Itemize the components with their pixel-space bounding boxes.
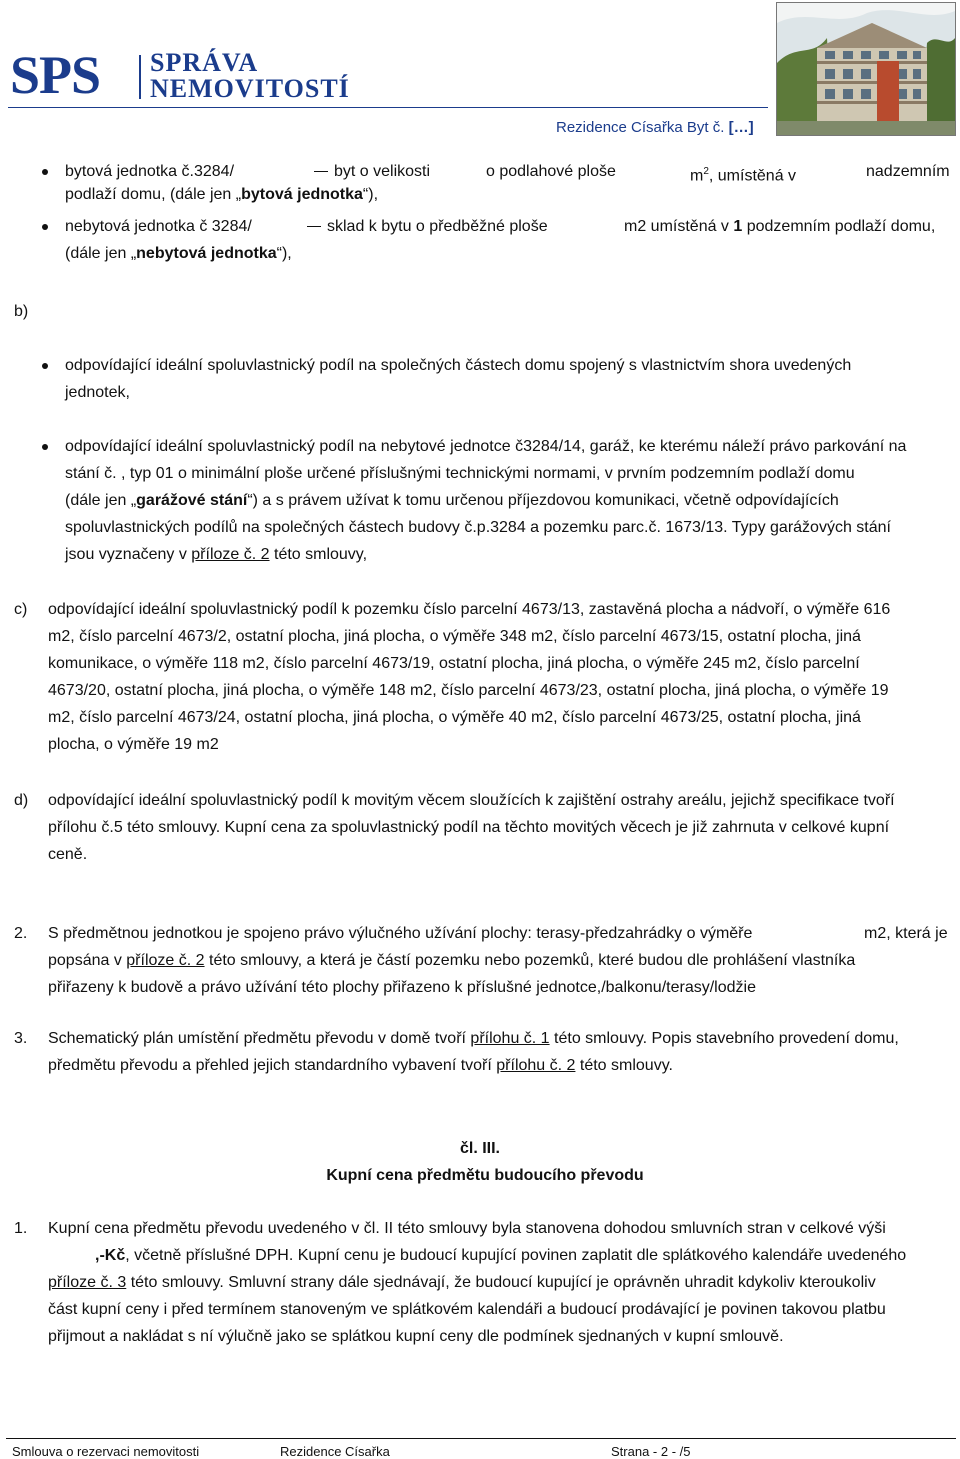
logo-abbr: SPS bbox=[10, 45, 101, 105]
section-c-line6: plocha, o výměře 19 m2 bbox=[48, 736, 219, 753]
item-2-line1a: S předmětnou jednotkou je spojeno právo výlučného užívání plochy: terasy-předzahrádky o výměře bbox=[48, 925, 753, 942]
header-subtitle: Rezidence Císařka Byt č. […] bbox=[556, 119, 754, 136]
logo-line-2: NEMOVITOSTÍ bbox=[150, 74, 350, 103]
item-3-label: 3. bbox=[14, 1030, 28, 1047]
section-d-line3: ceně. bbox=[48, 846, 88, 863]
section-c-line1: odpovídající ideální spoluvlastnický podíl k pozemku číslo parcelní 4673/13, zastavěná plocha a nádvoří, o výměře 616 bbox=[48, 601, 891, 618]
priloha-2-link[interactable]: příloze č. 2 bbox=[191, 546, 270, 563]
art-item-1-line3: příloze č. 3 této smlouvy. Smluvní strany dále sjednávají, že budoucí kupující je oprávněn uhradit kdykoliv kteroukoliv bbox=[48, 1274, 876, 1291]
art-item-1-line4: část kupní ceny i před termínem stanoveným ve splátkovém kalendáři a budoucí prodávající je povinen takovou platbu bbox=[48, 1301, 886, 1318]
bullet-dot bbox=[42, 363, 48, 369]
section-c-line5: m2, číslo parcelní 4673/24, ostatní plocha, jiná plocha, o výměře 40 m2, číslo parcelní 4673/25, ostatní plocha, jiná bbox=[48, 709, 861, 726]
section-b-label: b) bbox=[14, 303, 29, 320]
art-item-1-label: 1. bbox=[14, 1220, 28, 1237]
bullet-nebyt-line1: nebytová jednotka č 3284/ bbox=[65, 218, 252, 235]
bullet-byt-floor: nadzemním bbox=[866, 163, 950, 180]
section-b-p2-line5: jsou vyznačeny v příloze č. 2 této smlouvy, bbox=[65, 546, 368, 563]
footer-left: Smlouva o rezervaci nemovitosti bbox=[12, 1444, 200, 1459]
art-item-1-line1: Kupní cena předmětu převodu uvedeného v čl. II této smlouvy byla stanovena dohodou smluvních stran v celkové výši bbox=[48, 1220, 886, 1237]
section-d-label: d) bbox=[14, 792, 29, 809]
bullet-byt-line1: bytová jednotka č.3284/ bbox=[65, 163, 235, 180]
footer-page: Strana - 2 - /5 bbox=[611, 1444, 691, 1459]
bullet-dot bbox=[42, 444, 48, 450]
logo-line-1: SPRÁVA bbox=[150, 48, 259, 77]
section-b-p2-line1: odpovídající ideální spoluvlastnický podíl na nebytové jednotce č3284/14, garáž, ke kterému náleží právo parkování na bbox=[65, 438, 907, 455]
bullet-nebyt-location: m2 umístěná v 1 podzemním podlaží domu, bbox=[624, 218, 936, 235]
section-b-p2-line2: stání č. , typ 01 o minimální ploše určené příslušnými technickými normami, v prvním podzemním podlaží domu bbox=[65, 465, 855, 482]
priloha-2-link[interactable]: příloze č. 2 bbox=[126, 952, 205, 969]
footer-rule bbox=[6, 1438, 956, 1439]
priloha-2-link[interactable]: přílohu č. 2 bbox=[496, 1057, 576, 1074]
bullet-byt-area: o podlahové ploše bbox=[486, 163, 616, 180]
priloha-3-link[interactable]: příloze č. 3 bbox=[48, 1274, 127, 1291]
building-photo bbox=[776, 2, 956, 136]
item-2-line3: přiřazeny k budově a právo užívání této plochy přiřazeno k příslušné jednotce,/balkonu/terasy/lodžie bbox=[48, 979, 756, 996]
item-3-line1: Schematický plán umístění předmětu převodu v domě tvoří přílohu č. 1 této smlouvy. Popis stavebního provedení domu, bbox=[48, 1030, 899, 1047]
section-b-p2-line3: (dále jen „garážové stání“) a s právem užívat k tomu určenou příjezdovou komunikaci, včetně odpovídajících bbox=[65, 492, 839, 509]
bullet-nebyt-line2: (dále jen „nebytová jednotka“), bbox=[65, 245, 292, 262]
article-title: Kupní cena předmětu budoucího převodu bbox=[326, 1167, 644, 1184]
item-2-line1b: m2, která je bbox=[864, 925, 948, 942]
header-rule bbox=[8, 107, 768, 108]
bullet-byt-location: $m^2$, umístěná v bbox=[690, 166, 797, 185]
section-c-line3: komunikace, o výměře 118 m2, číslo parcelní 4673/19, ostatní plocha, jiná plocha, o výměře 245 m2, číslo parcelní bbox=[48, 655, 860, 672]
art-item-1-line2: ,-Kč, včetně příslušné DPH. Kupní cenu je budoucí kupující povinen zaplatit dle splátkového kalendáře uvedeného bbox=[95, 1247, 907, 1264]
priloha-1-link[interactable]: přílohu č. 1 bbox=[470, 1030, 550, 1047]
logo-divider bbox=[139, 55, 141, 99]
footer-middle: Rezidence Císařka bbox=[280, 1444, 390, 1459]
item-3-line2: předmětu převodu a přehled jejich standardního vybavení tvoří přílohu č. 2 této smlouvy. bbox=[48, 1057, 673, 1074]
item-2-line2: popsána v příloze č. 2 této smlouvy, a která je částí pozemku nebo pozemků, které budou dle prohlášení vlastníka bbox=[48, 952, 856, 969]
bullet-byt-line2: podlaží domu, (dále jen „bytová jednotka“), bbox=[65, 186, 379, 203]
section-d-line1: odpovídající ideální spoluvlastnický podíl k movitým věcem sloužících k zajištění ostrahy areálu, jejichž specifikace tvoří bbox=[48, 792, 895, 809]
section-c-line2: m2, číslo parcelní 4673/2, ostatní plocha, jiná plocha, o výměře 348 m2, číslo parcelní 4673/15, ostatní plocha, jiná bbox=[48, 628, 861, 645]
bullet-nebyt-sklad: sklad k bytu o předběžné ploše bbox=[301, 218, 548, 236]
art-item-1-line5: přijmout a nakládat s ní výlučně jako se splátkou kupní ceny dle podmínek sjednaných v kupní smlouvě. bbox=[48, 1328, 784, 1345]
bullet-dot bbox=[42, 169, 48, 175]
section-c-line4: 4673/20, ostatní plocha, jiná plocha, o výměře 148 m2, číslo parcelní 4673/23, ostatní plocha, jiná plocha, o výměře 19 bbox=[48, 682, 889, 699]
section-c-label: c) bbox=[14, 601, 28, 618]
bullet-dot bbox=[42, 224, 48, 230]
bullet-byt-size: byt o velikosti bbox=[308, 163, 430, 181]
article-number: čl. III. bbox=[459, 1140, 500, 1157]
item-2-label: 2. bbox=[14, 925, 28, 942]
section-b-p1-line2: jednotek, bbox=[65, 384, 130, 401]
section-b-p1-line1: odpovídající ideální spoluvlastnický podíl na společných částech domu spojený s vlastnictvím shora uvedených bbox=[65, 357, 852, 374]
section-b-p2-line4: spoluvlastnických podílů na společných částech budovy č.p.3284 a pozemku parc.č. 1673/13. Typy garážových stání bbox=[65, 519, 891, 536]
section-d-line2: přílohu č.5 této smlouvy. Kupní cena za spoluvlastnický podíl na těchto movitých věcech je již zahrnuta v celkové kupní bbox=[48, 819, 890, 836]
